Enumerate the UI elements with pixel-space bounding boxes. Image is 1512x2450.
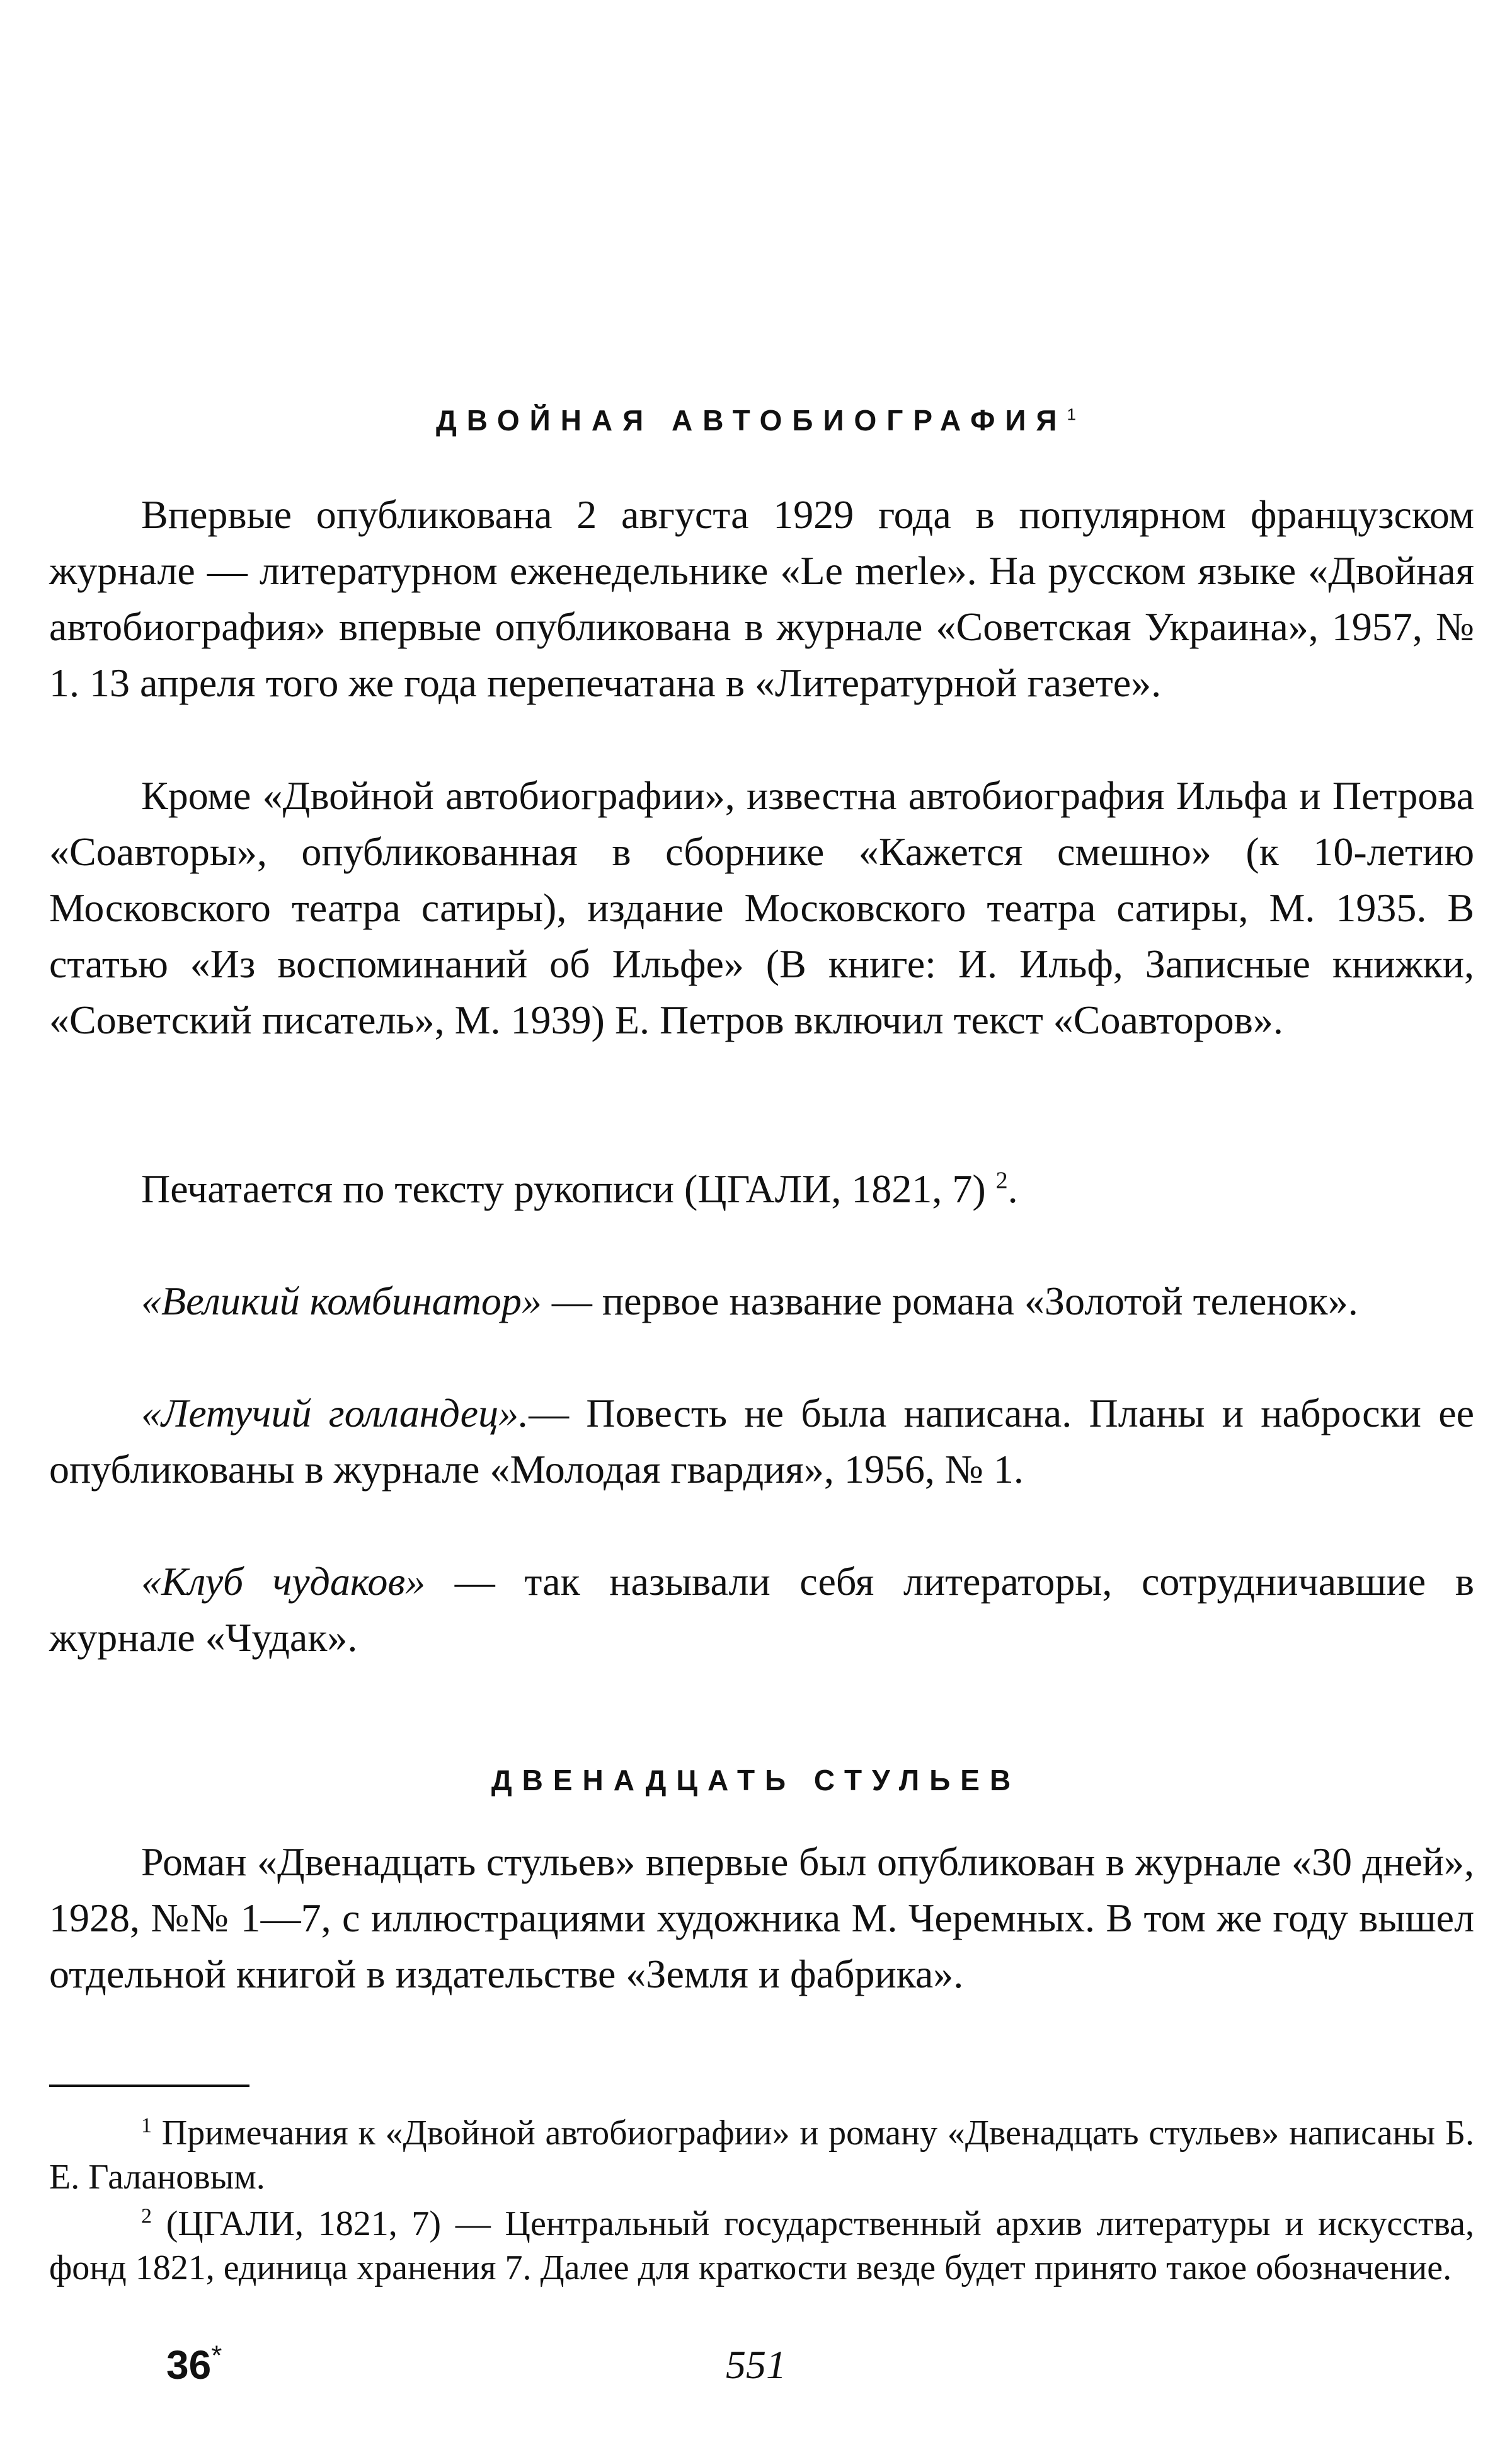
footnote-text: (ЦГАЛИ, 1821, 7) — Центральный государственный архив литературы и искусства, фонд 1821, единица хранения 7. Далее для краткости везде будет принято такое обозначение. — [49, 2204, 1474, 2287]
signature-number: 36 — [166, 2342, 212, 2388]
signature-star: * — [211, 2340, 222, 2371]
footnote-divider — [49, 2085, 249, 2087]
note-term: «Летучий голландец». — [141, 1391, 529, 1435]
footnote-2 — [49, 2202, 1474, 2290]
heading-text: ДВОЙНАЯ АВТОБИОГРАФИЯ — [436, 404, 1067, 437]
paragraph-other-autobiography: Кроме «Двойной автобиографии», известна автобиография Ильфа и Петрова «Соавторы», опубликованная в сборнике «Кажется смешно» (к 10-летию Московского театра сатиры), издание Московского театра сатиры, М. 1935. В статью «Из воспоминаний об Ильфе» (В книге: И. Ильф, Записные книжки, «Советский писатель», М. 1939) Е. Петров включил текст «Соавторов». — [49, 773, 1474, 1042]
note-term: «Великий комбинатор» — [141, 1279, 542, 1323]
section-heading-twelve-chairs: ДВЕНАДЦАТЬ СТУЛЬЕВ — [491, 1764, 1021, 1797]
page-number: 551 — [726, 2342, 786, 2387]
footnote-text: Примечания к «Двойной автобиографии» и роману «Двенадцать стульев» написаны Б. Е. Галановым. — [49, 2114, 1474, 2197]
paragraph-first-publication: Впервые опубликована 2 августа 1929 года в популярном французском журнале — литературном еженедельнике «Le merle». На русском языке «Двойная автобиография» впервые опубликована в журнале «Советская Украина», 1957, № 1. 13 апреля того же года перепечатана в «Литературной газете». — [49, 492, 1474, 705]
note-text: — так называли себя литераторы, сотрудничавшие в журнале «Чудак». — [49, 1559, 1475, 1660]
note-text: — Повесть не была написана. Планы и наброски ее опубликованы в журнале «Молодая гвардия», 1956, № 1. — [49, 1391, 1475, 1492]
footnote-mark: 1 — [141, 2114, 152, 2137]
note-great-combinator — [49, 1273, 1474, 1329]
note-text: — первое название романа «Золотой теленок». — [541, 1279, 1358, 1323]
section-heading-double-autobiography — [0, 403, 1512, 437]
footnote-ref-2: 2 — [995, 1167, 1008, 1194]
period: . — [1007, 1166, 1018, 1211]
paragraph-twelve-chairs: Роман «Двенадцать стульев» впервые был опубликован в журнале «30 дней», 1928, №№ 1—7, с иллюстрациями художника М. Черемных. В том же году вышел отдельной книгой в издательстве «Земля и фабрика». — [49, 1839, 1474, 1996]
footnote-mark: 2 — [141, 2204, 152, 2228]
paragraph-source-note — [49, 1161, 1474, 1217]
note-eccentrics-club — [49, 1553, 1474, 1665]
note-term: «Клуб чудаков» — [141, 1559, 426, 1604]
source-text: Печатается по тексту рукописи (ЦГАЛИ, 1821, 7) — [141, 1166, 986, 1211]
footnote-ref-1: 1 — [1067, 405, 1076, 424]
note-flying-dutchman — [49, 1385, 1474, 1497]
footnote-1 — [49, 2111, 1474, 2199]
